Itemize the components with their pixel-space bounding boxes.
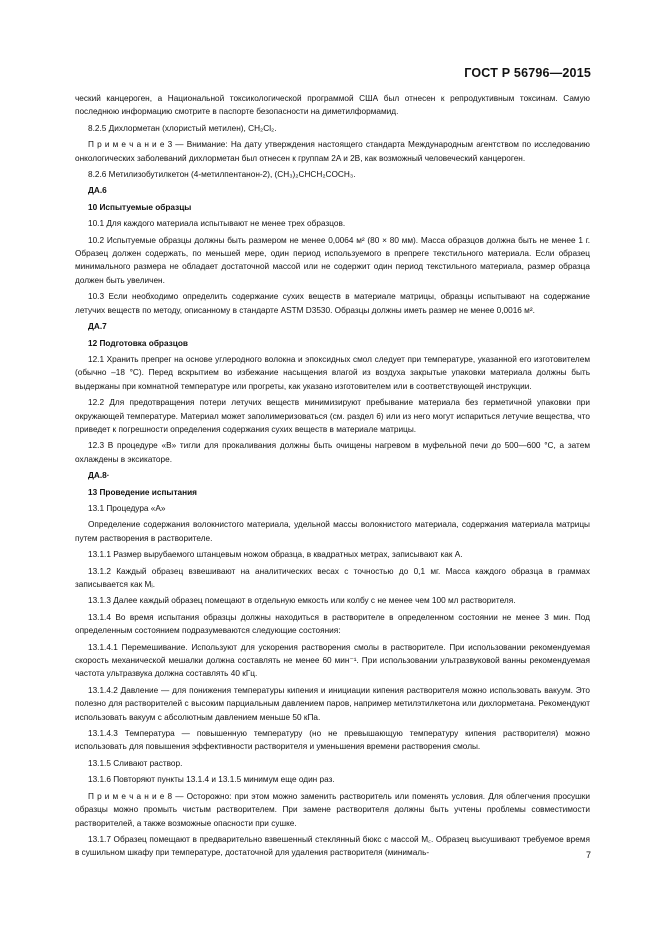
paragraph-13-1-1: 13.1.1 Размер вырубаемого штанцевым ножом образца, в квадратных метрах, записывают как A. (88, 550, 463, 560)
section-10-heading: 10 Испытуемые образцы (88, 202, 192, 212)
page-number: 7 (585, 850, 591, 860)
section-12-heading: 12 Подготовка образцов (88, 338, 188, 348)
paragraph-13-1-4: 13.1.4 Во время испытания образцы должны находиться в растворителе в определенном состоянии не менее 3 мин. Под определенным состоянием подразумеваются следующие состояния: (75, 612, 590, 636)
paragraph-carryover: ческий канцероген, а Национальной токсикологической программой США был отнесен к репродуктивным токсинам. Самую последнюю информацию смотрите в паспорте безопасности на диметилформамид. (75, 94, 590, 117)
section-13-heading: 13 Проведение испытания (88, 487, 197, 497)
paragraph-13-1-4-3: 13.1.4.3 Температура — повышенную температуру (но не превышающую температуру кипения растворителя) можно использовать для повышения эффективности растворителя и уменьшения времени растворения смолы. (75, 729, 590, 752)
paragraph-8-2-6: 8.2.6 Метилизобутилкетон (4-метилпентанон-2), (CH₃)₂CHCH₂COCH₃. (88, 170, 356, 180)
section-da6-heading: ДА.6 (88, 186, 107, 196)
paragraph-13-1-2: 13.1.2 Каждый образец взвешивают на аналитических весах с точностью до 0,1 мг. Масса каждого образца в граммах записывается как Mᵢ. (75, 566, 590, 589)
paragraph-13-1-4-1: 13.1.4.1 Перемешивание. Используют для ускорения растворения смолы в растворителе. При использовании рекомендуемая скорость механической мешалки должна составлять не менее 60 мин⁻¹. При использовании ультразвуковой ванны рекомендуемая частота ультразвука должна составлять 40 кГц. (75, 642, 590, 679)
section-da7-heading: ДА.7 (88, 322, 107, 332)
paragraph-10-1: 10.1 Для каждого материала испытывают не менее трех образцов. (88, 219, 346, 229)
paragraph-13-1: 13.1 Процедура «А» (88, 503, 166, 513)
section-da8-heading: ДА.8· (88, 471, 110, 481)
note-8: П р и м е ч а н и е 8 — Осторожно: при этом можно заменить растворитель или поменять условия. Для облегчения просушки образцы можно промыть чистым растворителем. При замене растворителя должны быть учтены проблемы совместимости растворителей, а также возможные опасности при сушке. (75, 791, 590, 828)
paragraph-12-2: 12.2 Для предотвращения потери летучих веществ минимизируют пребывание материала без герметичной упаковки при окружающей температуре. Материал может заполимеризоваться (см. раздел 6) или из него могут испариться летучие вещества, что приведет к погрешности определения содержания сухих веществ в материале матрицы. (75, 398, 590, 434)
paragraph-13-1-7: 13.1.7 Образец помещают в предварительно взвешенный стеклянный бюкс с массой M꜀. Образец высушивают требуемое время в сушильном шкафу при температуре, достаточной для удаления растворителя (минималь- (75, 834, 590, 858)
paragraph-13-1-intro: Определение содержания волокнистого материала, удельной массы волокнистого материала, содержания материала матрицы путем растворения в растворителе. (75, 520, 590, 543)
standard-header: ГОСТ Р 56796—2015 (464, 66, 591, 80)
paragraph-12-1: 12.1 Хранить препрег на основе углеродного волокна и эпоксидных смол следует при температуре, указанной его изготовителем (обычно –18 °C). Перед вскрытием во избежание насыщения влагой из воздуха закрытые упаковки материала должны быть выдержаны при комнатной температуре или прогреты, как указано изготовителем или в соответствующей инструкции. (75, 354, 590, 391)
note-3: П р и м е ч а н и е 3 — Внимание: На дату утверждения настоящего стандарта Международным агентством по исследованию онкологических заболеваний дихлорметан был отнесен к группам 2A и 2B, как возможный человеческий канцероген. (75, 140, 590, 163)
paragraph-8-2-5: 8.2.5 Дихлорметан (хлористый метилен), CH₂Cl₂. (88, 123, 277, 133)
paragraph-10-3: 10.3 Если необходимо определить содержание сухих веществ в материале матрицы, образцы испытывают на содержание летучих веществ по методу, описанному в стандарте ASTM D3530. Образцы должны иметь размер не менее 0,0016 м². (75, 292, 590, 315)
paragraph-12-3: 12.3 В процедуре «В» тигли для прокаливания должны быть очищены нагревом в муфельной печи до 500—600 °C, а затем охлаждены в эксикаторе. (75, 441, 590, 464)
paragraph-13-1-5: 13.1.5 Сливают раствор. (88, 758, 183, 768)
document-body (75, 92, 590, 863)
paragraph-13-1-6: 13.1.6 Повторяют пункты 13.1.4 и 13.1.5 минимум еще один раз. (88, 775, 335, 785)
paragraph-13-1-4-2: 13.1.4.2 Давление — для понижения температуры кипения и инициации кипения растворителя можно использовать вакуум. Это полезно для растворителей с высоким парциальным давлением паров, например метилэтилкетона или дихлорметана. Рекомендуют использовать вакуум с абсолютным давлением меньше 50 кПа. (75, 685, 590, 722)
paragraph-13-1-3: 13.1.3 Далее каждый образец помещают в отдельную емкость или колбу с не менее чем 100 мл растворителя. (88, 596, 516, 606)
paragraph-10-2: 10.2 Испытуемые образцы должны быть размером не менее 0,0064 м² (80 × 80 мм). Масса образцов должна быть не менее 1 г. Образец должен содержать, по меньшей мере, один период используемого в препреге текстильного материала. Если образец минимального размера не обладает достаточной массой или не содержит один период текстильного материала, размер образца должен быть увеличен. (75, 235, 590, 285)
